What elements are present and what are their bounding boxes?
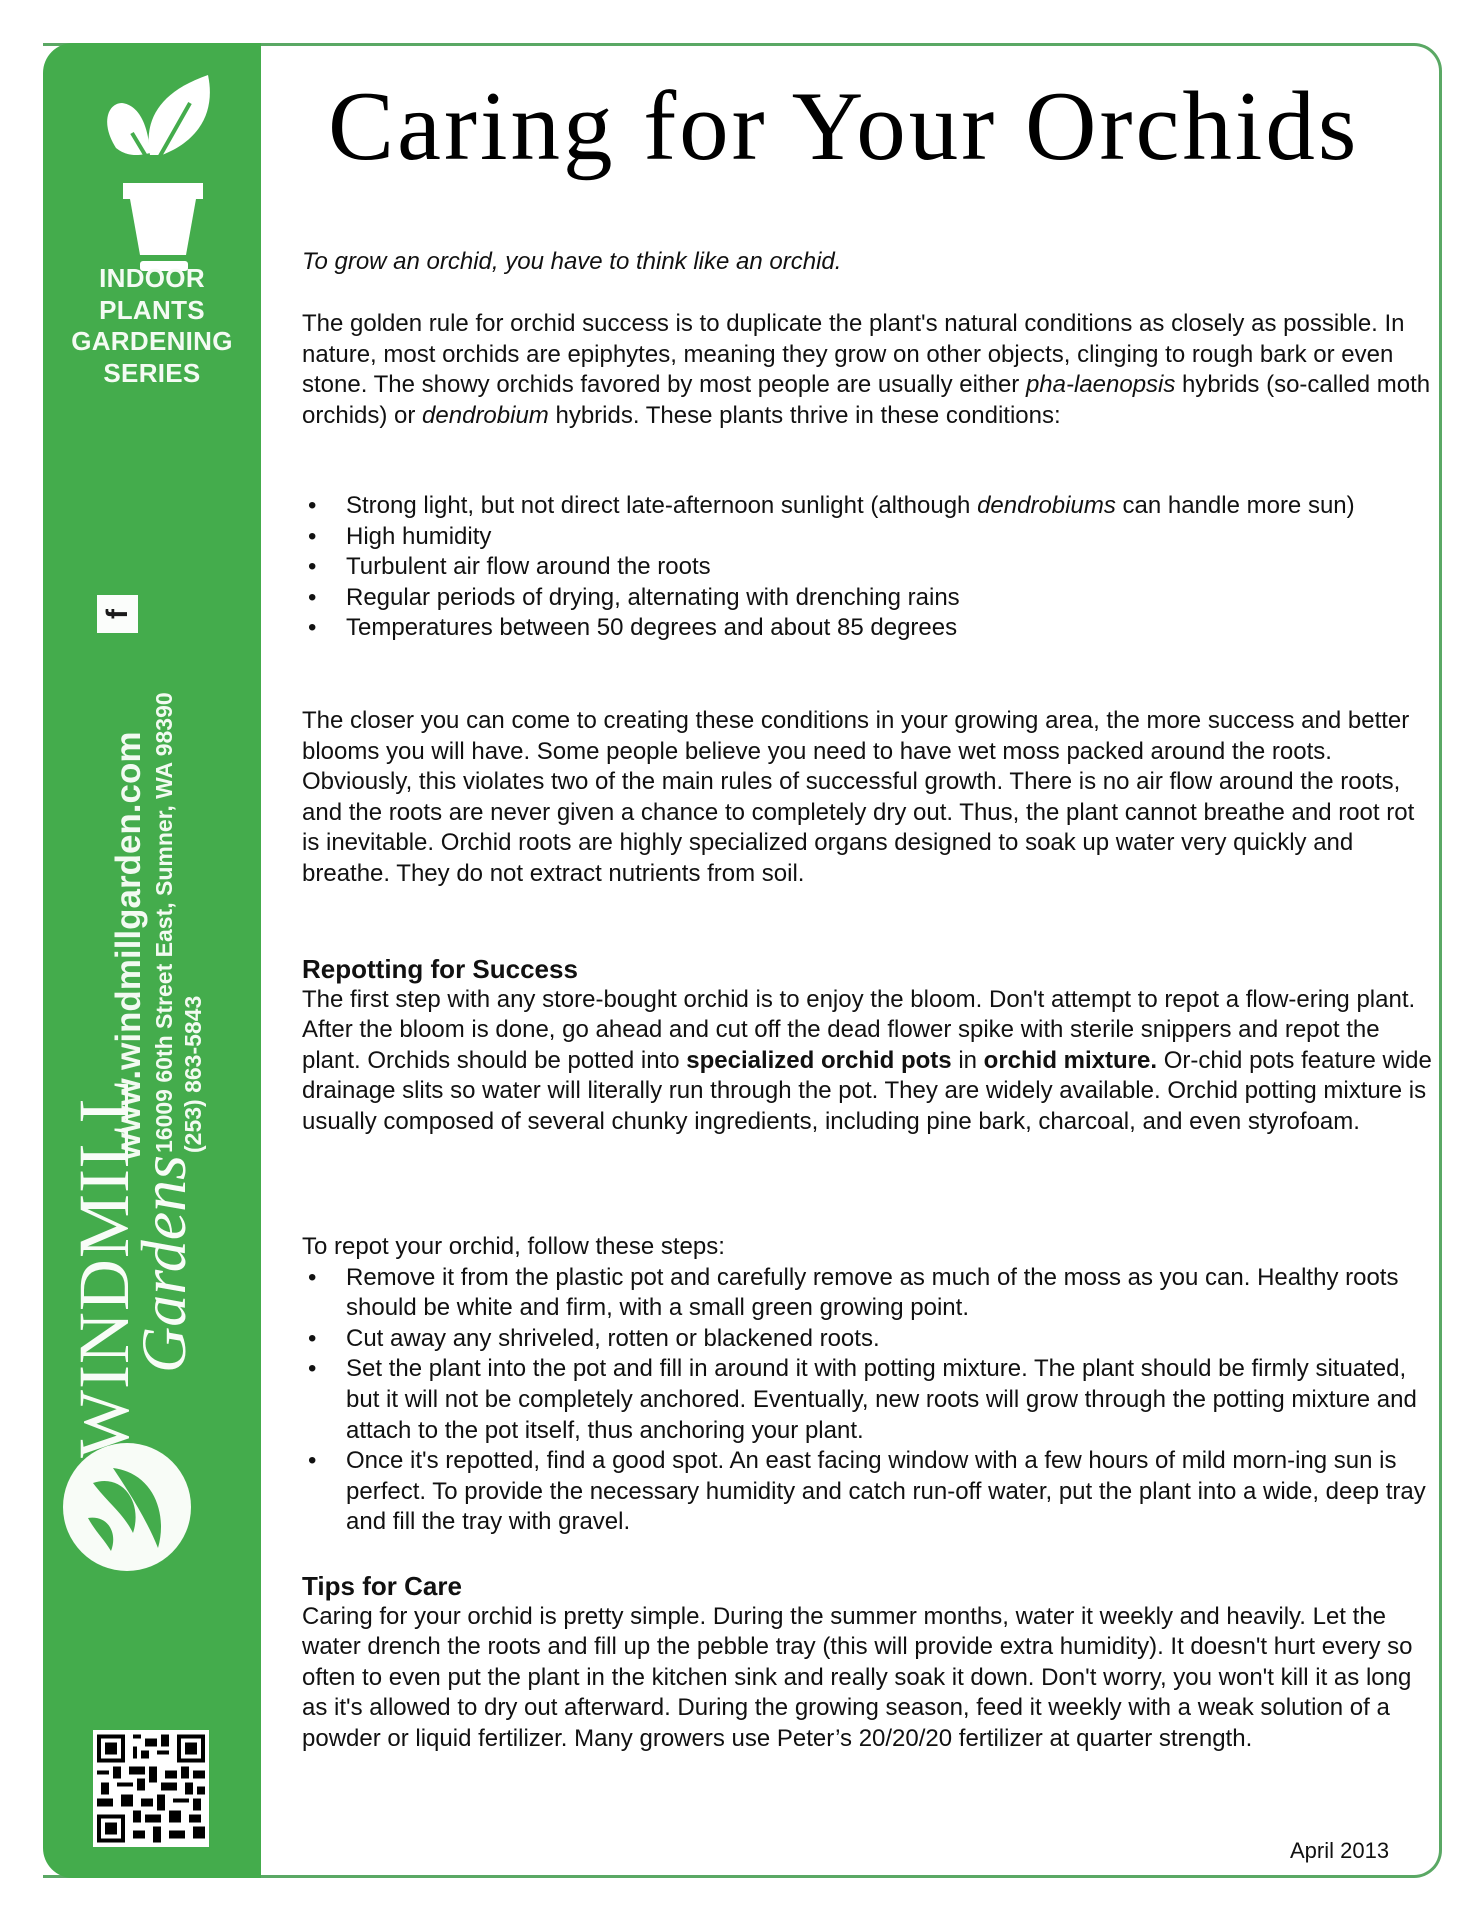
logo-gardens-text: Gardens — [128, 1154, 199, 1373]
intro-text — [302, 309, 1432, 431]
potted-plant-icon — [98, 63, 223, 273]
windmill-gardens-logo-icon — [63, 1443, 191, 1571]
bullet-icon: • — [308, 522, 317, 550]
list-item — [302, 552, 1432, 583]
list-item-text: Set the plant into the pot and fill in around it with potting mixture. The plant should be firmly situated, but it will not be completely anchored. Eventually, new roots will grow through the potting mixture and attach to the pot itself, thus anchoring your plant. — [346, 1355, 1417, 1444]
tagline-text: To grow an orchid, you have to think like an orchid. — [302, 248, 842, 275]
series-line: INDOOR — [99, 263, 205, 293]
tagline — [302, 247, 1432, 278]
series-line: PLANTS — [99, 294, 205, 325]
list-item — [302, 491, 1432, 522]
list-item-text: High humidity — [346, 522, 492, 550]
section-heading-repotting: Repotting for Success — [302, 954, 578, 984]
steps-intro: To repot your orchid, follow these steps: — [302, 1233, 725, 1260]
repot-steps — [302, 1232, 1432, 1538]
list-item-text: Cut away any shriveled, rotten or blackened roots. — [346, 1324, 880, 1352]
website-link[interactable]: www.windmillgarden.com — [109, 731, 148, 1160]
bold-orchid-mixture: orchid mixture. — [983, 1046, 1158, 1074]
list-item-text: Strong light, but not direct late-afternoon sunlight (although — [346, 492, 978, 519]
intro-paragraph — [302, 309, 1432, 431]
series-line: GARDENING — [71, 326, 233, 356]
bullet-icon: • — [308, 614, 317, 642]
section-heading-tips: Tips for Care — [302, 1571, 462, 1601]
page-title: Caring for Your Orchids — [328, 72, 1360, 181]
list-item — [302, 1446, 1432, 1538]
facebook-icon[interactable]: f — [97, 595, 138, 633]
list-item-italic: dendrobiums — [977, 492, 1116, 519]
intro-text-part: hybrids (so-called moth orchids) or — [302, 371, 1431, 429]
text-part: in — [951, 1046, 984, 1074]
list-item — [302, 583, 1432, 614]
address-text: 16009 60th Street East, Sumner, WA 98390 — [151, 692, 177, 1153]
conditions-list — [302, 491, 1432, 644]
intro-italic-dendrobium: dendrobium — [422, 401, 549, 429]
list-item — [302, 1324, 1432, 1355]
leaf-swirl-icon — [63, 1443, 191, 1571]
intro-italic-phalaenopsis: pha-laenopsis — [1025, 371, 1176, 399]
list-item — [302, 613, 1432, 644]
qr-code[interactable] — [93, 1730, 209, 1847]
repotting-section — [302, 954, 1432, 1138]
text-part: After the bloom is done, go ahead and cut off the dead flower spike with sterile snippers and repot the plant. Orchids should be potted into — [302, 1016, 1380, 1074]
list-item — [302, 1354, 1432, 1446]
list-item — [302, 522, 1432, 553]
conditions-explanation — [302, 706, 1432, 890]
series-label — [43, 263, 261, 389]
list-item-text: can handle more sun) — [1115, 492, 1355, 519]
bold-orchid-pots: specialized orchid pots — [686, 1046, 952, 1074]
bullet-icon: • — [308, 492, 317, 519]
publication-date: April 2013 — [1290, 1838, 1390, 1863]
paragraph-text — [302, 1015, 1432, 1137]
bullet-icon: • — [308, 1355, 317, 1383]
intro-text-part: The golden rule for orchid success is to duplicate the plant's natural conditions as closely as possible. In nature, most orchids are epiphytes, meaning they grow on other objects, clinging to rough bark or even stone. The showy orchids favored by most people are usually either — [302, 310, 1405, 399]
list-item-text: Temperatures between 50 degrees and about 85 degrees — [346, 614, 958, 642]
bullet-icon: • — [308, 1263, 317, 1291]
intro-text-part: hybrids. These plants thrive in these conditions: — [548, 401, 1061, 429]
series-line: SERIES — [103, 357, 201, 388]
paragraph-text: The first step with any store-bought orchid is to enjoy the bloom. Don't attempt to repot a flow-ering plant. — [302, 985, 1416, 1013]
paragraph-text: The closer you can come to creating these conditions in your growing area, the more success and better blooms you will have. Some people believe you need to have wet moss packed around the roots. Obviously, this violates two of the main rules of successful growth. There is no air flow around the roots, and the roots are never given a chance to completely dry out. Thus, the plant cannot breathe and root rot is inevitable. Orchid roots are highly specialized organs designed to soak up water very quickly and breathe. They do not extract nutrients from soil. — [302, 707, 1415, 887]
tips-section — [302, 1571, 1432, 1755]
list-item — [302, 1263, 1432, 1324]
phone-text: (253) 863-5843 — [180, 995, 206, 1153]
logo-windmill-text: WINDMILL — [64, 1078, 144, 1458]
list-item-text: Once it's repotted, find a good spot. An east facing window with a few hours of mild morn-ing sun is perfect. To provide the necessary humidity and catch run-off water, put the plant into a wide, deep tray and fill the tray with gravel. — [346, 1447, 1426, 1536]
list-item-text: Turbulent air flow around the roots — [346, 553, 711, 581]
text-part: Or-chid pots feature wide drainage slits so water will literally run through the pot. They are widely available. Orchid potting mixture is usually composed of several chunky ingredients, including pine bark, charcoal, and even styrofoam. — [302, 1046, 1432, 1135]
sidebar — [43, 43, 261, 1878]
bullet-icon: • — [308, 1447, 317, 1475]
bullet-icon: • — [308, 553, 317, 581]
bullet-icon: • — [308, 583, 317, 611]
paragraph-text: Caring for your orchid is pretty simple. During the summer months, water it weekly and heavily. Let the water drench the roots and fill up the pebble tray (this will provide extra humidity). It doesn't hurt every so often to even put the plant in the kitchen sink and really soak it down. Don't worry, you won't kill it as long as it's allowed to dry out afterward. During the growing season, feed it weekly with a weak solution of a powder or liquid fertilizer. Many growers use Peter’s 20/20/20 fertilizer at quarter strength. — [302, 1602, 1413, 1752]
bullet-icon: • — [308, 1324, 317, 1352]
list-item-text: Remove it from the plastic pot and carefully remove as much of the moss as you can. Healthy roots should be white and firm, with a small green growing point. — [346, 1263, 1399, 1322]
list-item-text: Regular periods of drying, alternating with drenching rains — [346, 583, 960, 611]
